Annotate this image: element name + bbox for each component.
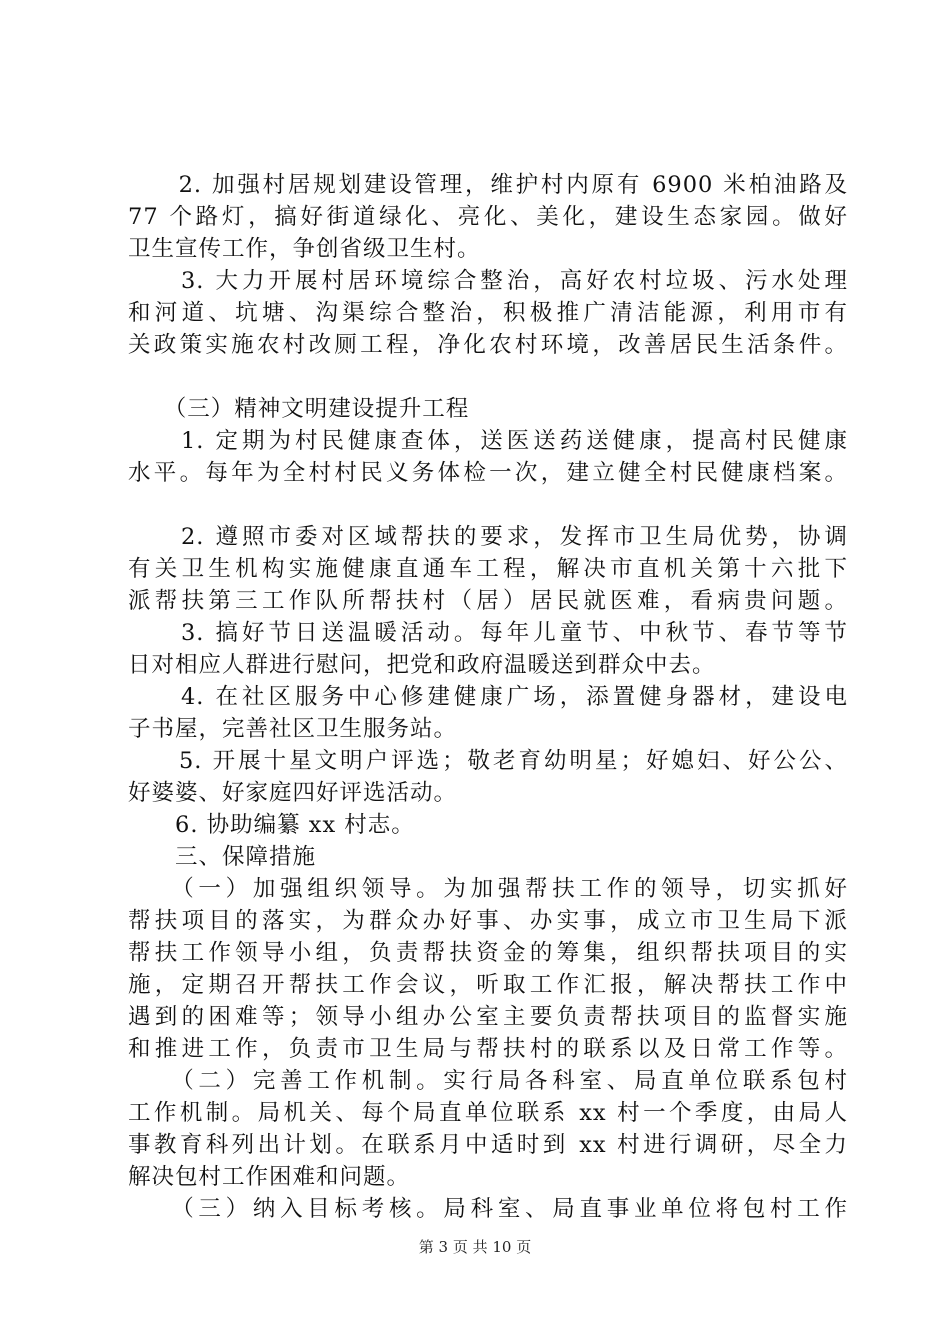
text-line: 水平。每年为全村村民义务体检一次，建立健全村民健康档案。 [128,460,848,486]
text-line: 77 个路灯，搞好街道绿化、亮化、美化，建设生态家园。做好 [128,204,848,230]
text-line: 卫生宣传工作，争创省级卫生村。 [128,236,481,262]
text-line: 派帮扶第三工作队所帮扶村（居）居民就医难，看病贵问题。 [128,588,848,614]
text-line: 帮扶项目的落实，为群众办好事、办实事，成立市卫生局下派 [128,908,848,934]
text-line: 好婆婆、好家庭四好评选活动。 [128,780,458,806]
blank-line [128,361,848,393]
text-line: 工作机制。局机关、每个局直单位联系 xx 村一个季度，由局人 [128,1100,848,1126]
page-number-label: 第 3 页 共 10 页 [418,1238,532,1256]
text-line: 6. 协助编纂 xx 村志。 [128,812,415,838]
page-footer [0,1236,950,1257]
text-line: （三）纳入目标考核。局科室、局直事业单位将包村工作 [128,1196,848,1222]
text-line: 施，定期召开帮扶工作会议，听取工作汇报，解决帮扶工作中 [128,972,848,998]
text-line: （二）完善工作机制。实行局各科室、局直单位联系包村 [128,1068,848,1094]
text-line: 日对相应人群进行慰问，把党和政府温暖送到群众中去。 [128,652,716,678]
blank-line [128,489,848,521]
text-line: 3. 大力开展村居环境综合整治，高好农村垃圾、污水处理 [128,268,848,294]
text-line: 和河道、坑塘、沟渠综合整治，积极推广清洁能源，利用市有 [128,300,848,326]
text-line: 2. 遵照市委对区域帮扶的要求，发挥市卫生局优势，协调 [128,524,848,550]
text-line: 和推进工作，负责市卫生局与帮扶村的联系以及日常工作等。 [128,1036,848,1062]
text-line: 关政策实施农村改厕工程，净化农村环境，改善居民生活条件。 [128,332,848,358]
text-line: 有关卫生机构实施健康直通车工程，解决市直机关第十六批下 [128,556,848,582]
text-line: 3. 搞好节日送温暖活动。每年儿童节、中秋节、春节等节 [128,620,848,646]
text-line: 5. 开展十星文明户评选；敬老育幼明星；好媳妇、好公公、 [128,748,848,774]
text-line: 2. 加强村居规划建设管理，维护村内原有 6900 米柏油路及 [128,172,848,198]
section-heading: （三）精神文明建设提升工程 [128,396,470,422]
text-line: 事教育科列出计划。在联系月中适时到 xx 村进行调研，尽全力 [128,1132,848,1158]
text-line: 遇到的困难等；领导小组办公室主要负责帮扶项目的监督实施 [128,1004,848,1030]
text-line: 帮扶工作领导小组，负责帮扶资金的筹集，组织帮扶项目的实 [128,940,848,966]
text-line: 1. 定期为村民健康查体，送医送药送健康，提高村民健康 [128,428,848,454]
text-line: （一）加强组织领导。为加强帮扶工作的领导，切实抓好 [128,876,848,902]
section-heading: 三、保障措施 [128,844,317,870]
text-line: 解决包村工作困难和问题。 [128,1164,411,1190]
text-line: 4. 在社区服务中心修建健康广场，添置健身器材，建设电 [128,684,848,710]
text-line: 子书屋，完善社区卫生服务站。 [128,716,458,742]
document-body [128,169,848,1225]
